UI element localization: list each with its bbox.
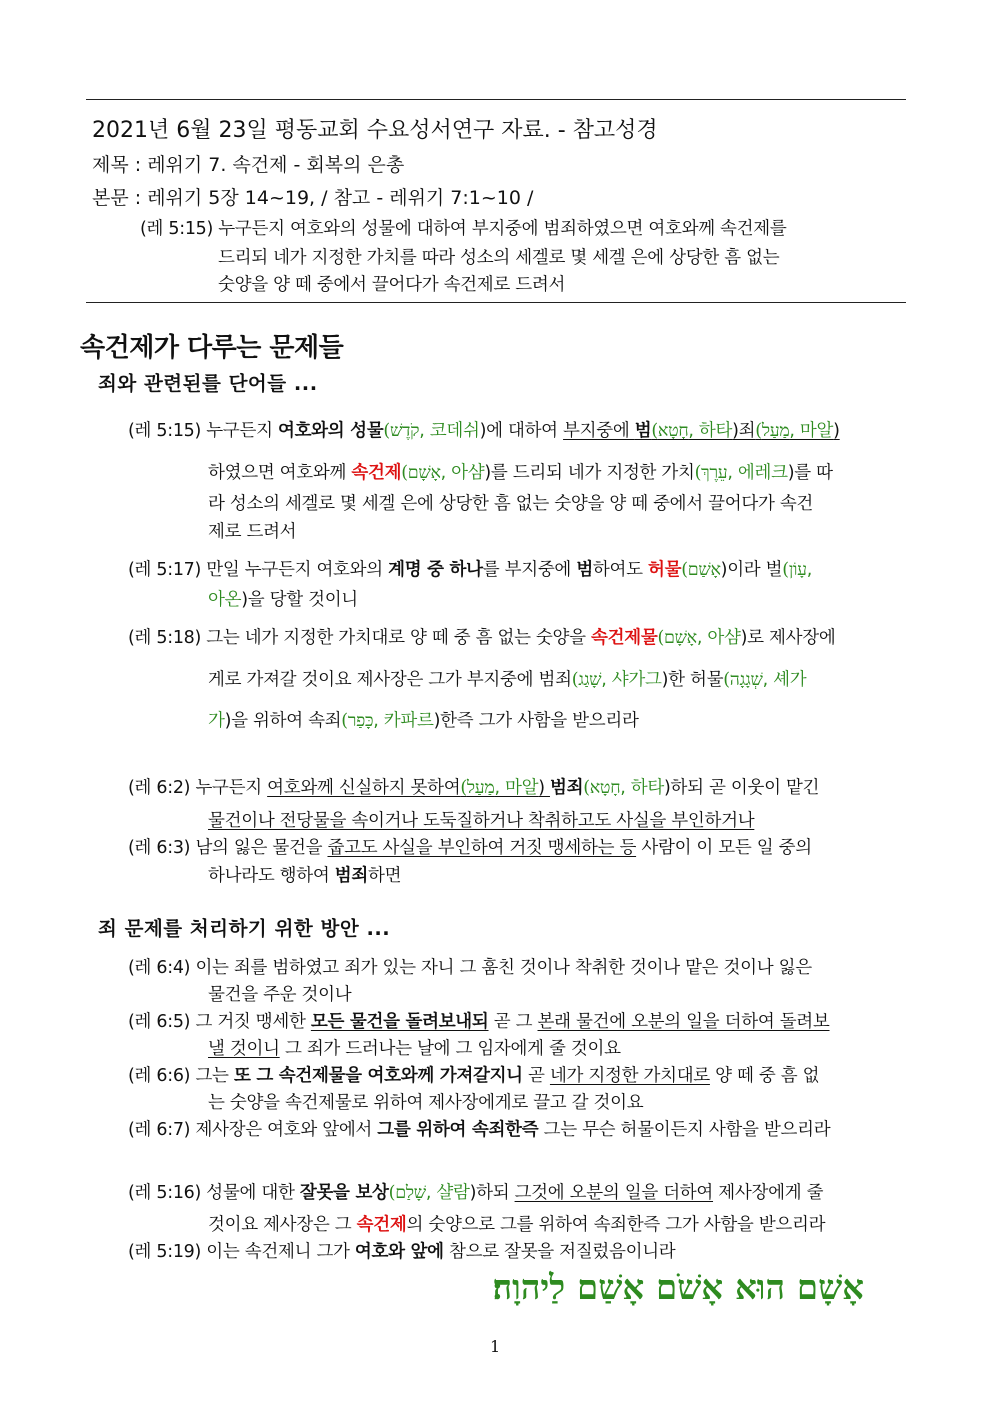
- verse-text: 그 죄가 드러나는 날에 그 임자에게 줄 것이요: [279, 1039, 621, 1059]
- verse-text: 를 부지중에: [482, 560, 577, 580]
- verse-text: 하나라도 행하여: [208, 866, 335, 886]
- verse-6-5-line-2: [208, 1035, 621, 1060]
- verse-5-15-line-4: 제로 드려서: [208, 522, 297, 542]
- verse-6-2-line-1: [128, 774, 819, 799]
- verse-text: 양 떼 중 흠 없: [709, 1066, 820, 1086]
- verse-5-16-line-2: [208, 1211, 825, 1236]
- verse-6-2-line-2: 물건이나 전당물을 속이거나 도둑질하거나 착취하고도 사실을 부인하거나: [208, 811, 755, 831]
- header-verse-line-1: (레 5:15) 누구든지 여호와의 성물에 대하여 부지중에 범죄하였으면 여호와께 속건제를: [140, 219, 787, 239]
- verse-text: 곧 그: [488, 1012, 538, 1032]
- verse-5-15-line-1: [128, 417, 840, 442]
- hebrew-word: (כָּפַר: [341, 711, 374, 731]
- underlined-phrase: 본래 물건에 오분의 일을 더하여 돌려보: [537, 1012, 830, 1032]
- document-title: 2021년 6월 23일 평동교회 수요성서연구 자료. - 참고성경: [92, 118, 658, 143]
- underlined-phrase: 낼 것이니: [208, 1039, 280, 1059]
- hebrew-word: (מַעַל: [460, 778, 495, 798]
- verse-ref: (레 6:3) 남의 잃은 물건을: [128, 838, 328, 858]
- verse-text: )하되 곧 이웃이 맡긴: [664, 778, 820, 798]
- verse-6-4-line-2: 물건을 주운 것이나: [208, 985, 352, 1005]
- transliteration: , 마알: [789, 421, 834, 441]
- verse-text: )에 대하여: [479, 421, 564, 441]
- verse-text: )죄: [732, 421, 756, 441]
- verse-text: ): [833, 421, 840, 441]
- verse-text: 하면: [367, 866, 402, 886]
- verse-5-18-line-3: [208, 707, 639, 732]
- hebrew-word: (מַעַל: [755, 421, 790, 441]
- red-term: 속건제물: [591, 628, 658, 648]
- verse-text: 것이요 제사장은 그: [208, 1215, 357, 1235]
- transliteration: 아온: [208, 590, 242, 610]
- transliteration: , 샤가그: [601, 670, 662, 690]
- verse-5-15-line-2: [208, 459, 833, 484]
- transliteration: , 하타: [688, 421, 733, 441]
- verse-6-3-line-2: [208, 862, 401, 887]
- verse-text: )을 위하여 속죄: [224, 711, 342, 731]
- verse-5-19-line-1: [128, 1238, 675, 1263]
- verse-text: ): [538, 778, 550, 798]
- verse-text: )이라 벌: [720, 560, 783, 580]
- transliteration: , 마알: [494, 778, 539, 798]
- header-verse-line-3: 숫양을 양 떼 중에서 끌어다가 속건제로 드려서: [218, 275, 566, 295]
- hebrew-word: (עֵרֶךְ: [694, 463, 728, 483]
- verse-text: 사람이 이 모든 일 중의: [636, 838, 812, 858]
- verse-5-17-line-2: [208, 586, 358, 611]
- hebrew-word: (קֹדֶשׁ: [383, 421, 420, 441]
- hebrew-word: (אָשַׁם: [681, 560, 721, 580]
- underlined-text: [267, 778, 550, 798]
- red-term: 허물: [648, 560, 682, 580]
- underlined-phrase: 여호와께 신실하지 못하여: [267, 778, 461, 798]
- verse-text: )로 제사장에: [740, 628, 836, 648]
- red-term: 속건제: [356, 1215, 407, 1235]
- verse-6-3-line-1: [128, 834, 812, 859]
- bold-underlined-phrase: 모든 물건을 돌려보내되: [310, 1012, 489, 1032]
- verse-6-4-line-1: (레 6:4) 이는 죄를 범하였고 죄가 있는 자니 그 훔친 것이나 착취한 것이나 맡은 것이나 잃은: [128, 958, 812, 978]
- bottom-rule: [86, 302, 906, 303]
- verse-6-6-line-1: [128, 1062, 819, 1087]
- hebrew-word: (אָשָׁם: [657, 628, 697, 648]
- hebrew-word: (חָטָא: [583, 778, 621, 798]
- transliteration: 가: [208, 711, 225, 731]
- verse-ref: (레 6:7) 제사장은 여호와 앞에서: [128, 1120, 378, 1140]
- page-number: 1: [490, 1337, 501, 1356]
- hebrew-word: (שָׁלַם: [388, 1183, 426, 1203]
- verse-text: 참으로 잘못을 저질렀음이니라: [443, 1242, 676, 1262]
- subject-line: 제목 : 레위기 7. 속건제 - 회복의 은총: [92, 154, 405, 176]
- bold-term: 또 그 속건제물을 여호와께 가져갈지니: [233, 1066, 523, 1086]
- subheading-sin-words: 죄와 관련된를 단어들 ...: [98, 372, 318, 395]
- section-heading: 속건제가 다루는 문제들: [80, 333, 344, 363]
- red-term: 속건제: [351, 463, 402, 483]
- header-verse-line-2: 드리되 네가 지정한 가치를 따라 성소의 세겔로 몇 세겔 은에 상당한 흠 없는: [218, 248, 780, 268]
- verse-text: 제사장에게 줄: [713, 1183, 824, 1203]
- underlined-phrase: 그것에 오분의 일을 더하여: [514, 1183, 714, 1203]
- verse-ref: (레 5:16) 성물에 대한: [128, 1183, 300, 1203]
- transliteration: , 하타: [620, 778, 665, 798]
- top-rule: [86, 99, 906, 100]
- hebrew-word: (אָשָׁם: [401, 463, 441, 483]
- bold-term: 범죄: [334, 866, 368, 886]
- verse-text: 하였으면 여호와께: [208, 463, 352, 483]
- underlined-phrase: 줍고도 사실을 부인하여 거짓 맹세하는 등: [327, 838, 637, 858]
- hebrew-word: (שְׁגָגָה: [723, 670, 763, 690]
- verse-text: 게로 가져갈 것이요 제사장은 그가 부지중에 범죄: [208, 670, 572, 690]
- bold-term: 여호와의 성물: [277, 421, 384, 441]
- bold-term: 그를 위하여 속죄한즉: [377, 1120, 539, 1140]
- verse-5-18-line-1: [128, 624, 835, 649]
- verse-text: 그는 무슨 허물이든지 사함을 받으리라: [538, 1120, 831, 1140]
- bold-term: 계명 중 하나: [388, 560, 483, 580]
- verse-ref: (레 5:15) 누구든지: [128, 421, 278, 441]
- underlined-phrase: 네가 지정한 가치대로: [549, 1066, 710, 1086]
- verse-5-15-line-3: 라 성소의 세겔로 몇 세겔 은에 상당한 흠 없는 숫양을 양 떼 중에서 끌어다가 속건: [208, 494, 814, 514]
- verse-text: )한즉 그가 사함을 받으리라: [433, 711, 639, 731]
- verse-ref: (레 5:18) 그는 네가 지정한 가치대로 양 떼 중 흠 없는 숫양을: [128, 628, 592, 648]
- transliteration: , 카파르: [373, 711, 434, 731]
- bold-term: 잘못을 보상: [299, 1183, 389, 1203]
- underlined-phrase: 부지중에: [563, 421, 635, 441]
- underlined-text: [563, 421, 840, 441]
- verse-text: )한 허물: [661, 670, 724, 690]
- transliteration: , 코데쉬: [419, 421, 480, 441]
- verse-5-18-line-2: [208, 666, 806, 691]
- transliteration: ,: [806, 560, 813, 580]
- hebrew-word: (חָטָא: [651, 421, 689, 441]
- verse-5-17-line-1: [128, 556, 812, 581]
- hebrew-word: (שָׁגַג: [571, 670, 602, 690]
- verse-ref: (레 6:5) 그 거짓 맹세한: [128, 1012, 311, 1032]
- verse-6-5-line-1: [128, 1008, 830, 1033]
- verse-text: )하되: [469, 1183, 515, 1203]
- verse-ref: (레 6:6) 그는: [128, 1066, 234, 1086]
- verse-ref: (레 5:17) 만일 누구든지 여호와의: [128, 560, 389, 580]
- transliteration: , 셰가: [762, 670, 807, 690]
- verse-6-7-line-1: [128, 1116, 830, 1141]
- verse-text: )을 당할 것이니: [241, 590, 358, 610]
- text-reference-line: 본문 : 레위기 5장 14~19, / 참고 - 레위기 7:1~10 /: [92, 187, 534, 209]
- bold-term: 범: [576, 560, 593, 580]
- verse-text: 의 숫양으로 그를 위하여 속죄한즉 그가 사함을 받으리라: [406, 1215, 826, 1235]
- verse-text: )를 드리되 네가 지정한 가치: [484, 463, 695, 483]
- verse-text: )를 따: [787, 463, 833, 483]
- subheading-remedy: 죄 문제를 처리하기 위한 방안 ...: [98, 917, 391, 940]
- bold-term: 여호와 앞에: [354, 1242, 444, 1262]
- hebrew-word: (עָוֹן: [782, 560, 807, 580]
- verse-6-6-line-2: 는 숫양을 속건제물로 위하여 제사장에게로 끌고 갈 것이요: [208, 1093, 644, 1113]
- verse-ref: (레 6:2) 누구든지: [128, 778, 268, 798]
- bold-term: 범: [634, 421, 652, 441]
- transliteration: , 에레크: [727, 463, 788, 483]
- transliteration: , 아샴: [440, 463, 485, 483]
- verse-ref: (레 5:19) 이는 속건제니 그가: [128, 1242, 355, 1262]
- transliteration: , 샬람: [425, 1183, 470, 1203]
- verse-5-16-line-1: [128, 1179, 823, 1204]
- verse-text: 곧: [522, 1066, 550, 1086]
- hebrew-verse-line: אָשָׁם הוּא אָשֹׁם אָשַׁם לַיהוָה׃: [492, 1268, 864, 1308]
- bold-term: 범죄: [549, 778, 584, 798]
- verse-text: 하여도: [592, 560, 648, 580]
- transliteration: , 아샴: [696, 628, 741, 648]
